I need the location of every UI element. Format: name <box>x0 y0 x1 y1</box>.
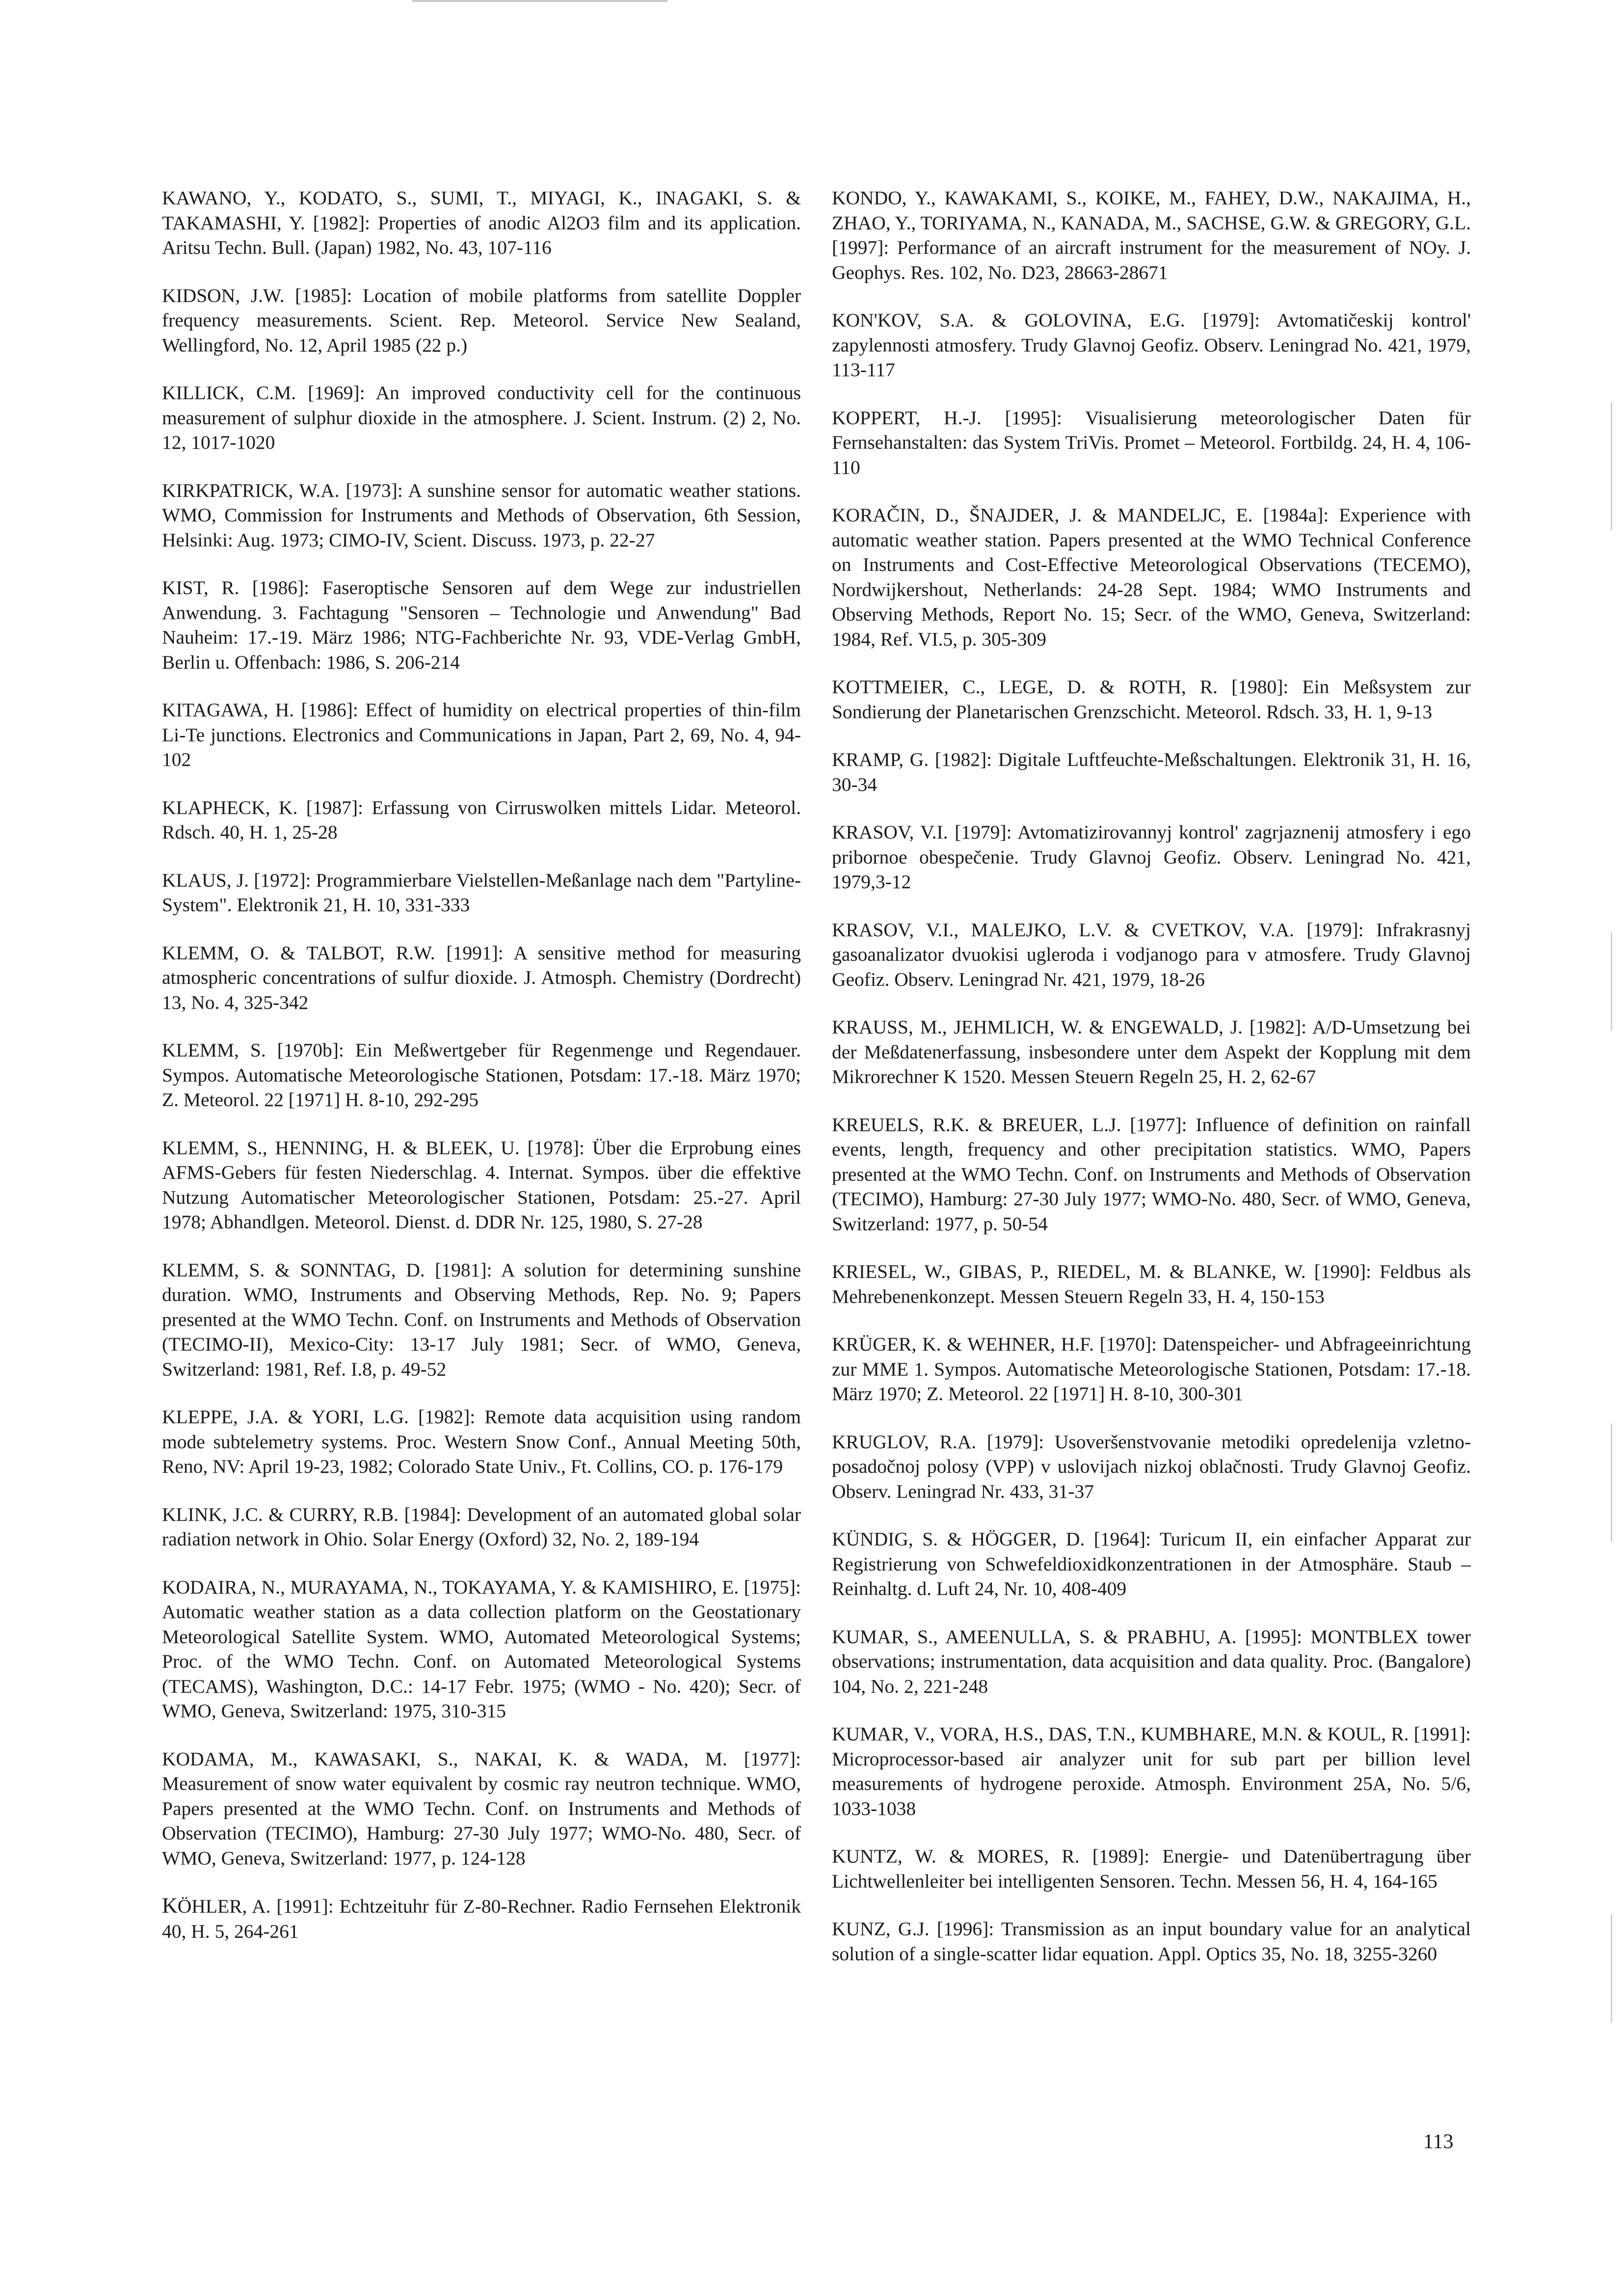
reference-entry: KAWANO, Y., KODATO, S., SUMI, T., MIYAGI, K., INAGAKI, S. & TAKAMASHI, Y. [1982]: Properties of anodic Al2O3 film and its application. Aritsu Techn. Bull. (Japan) 1982, No. 43, 107-116 <box>162 187 801 258</box>
reference-entry: KIST, R. [1986]: Faseroptische Sensoren auf dem Wege zur industriellen Anwendung. 3. Fachtagung "Sensoren – Technologie und Anwendung" Bad Nauheim: 17.-19. März 1986; NTG-Fachberichte Nr. 93, VDE-Verlag GmbH, Berlin u. Offenbach: 1986, S. 206-214 <box>162 577 801 673</box>
reference-entry: KLINK, J.C. & CURRY, R.B. [1984]: Development of an automated global solar radiation network in Ohio. Solar Energy (Oxford) 32, No. 2, 189-194 <box>162 1503 801 1550</box>
reference-entry: KOTTMEIER, C., LEGE, D. & ROTH, R. [1980]: Ein Meßsystem zur Sondierung der Planetarischen Grenzschicht. Meteorol. Rdsch. 33, H. 1, 9-13 <box>832 676 1471 723</box>
reference-entry: KÜNDIG, S. & HÖGGER, D. [1964]: Turicum II, ein einfacher Apparat zur Registrierung von Schwefeldioxidkonzentrationen in der Atmosphäre. Staub – Reinhaltg. d. Luft 24, Nr. 10, 408-409 <box>832 1528 1471 1599</box>
reference-entry: KONDO, Y., KAWAKAMI, S., KOIKE, M., FAHEY, D.W., NAKAJIMA, H., ZHAO, Y., TORIYAMA, N., KANADA, M., SACHSE, G.W. & GREGORY, G.L. [1997]: Performance of an aircraft instrument for the measurement of NOy. J. Geophys. Res. 102, No. D23, 28663-28671 <box>832 187 1471 283</box>
bibliography-column-right <box>832 186 1471 1989</box>
scan-margin-mark <box>1611 1424 1612 1541</box>
scan-top-rule <box>412 0 667 2</box>
reference-entry: KITAGAWA, H. [1986]: Effect of humidity on electrical properties of thin-film Li-Te junctions. Electronics and Communications in Japan, Part 2, 69, No. 4, 94-102 <box>162 699 801 770</box>
reference-entry: KODAIRA, N., MURAYAMA, N., TOKAYAMA, Y. & KAMISHIRO, E. [1975]: Automatic weather station as a data collection platform on the Geostationary Meteorological Satellite System. WMO, Automated Meteorological Systems; Proc. of the WMO Techn. Conf. on Automated Meteorological Systems (TECAMS), Washington, D.C.: 14-17 Febr. 1975; (WMO - No. 420); Secr. of WMO, Geneva, Switzerland: 1975, 310-315 <box>162 1576 801 1722</box>
reference-entry: KLEMM, S. & SONNTAG, D. [1981]: A solution for determining sunshine duration. WMO, Instruments and Observing Methods, Rep. No. 9; Papers presented at the WMO Techn. Conf. on Instruments and Methods of Observation (TECIMO-II), Mexico-City: 13-17 July 1981; Secr. of WMO, Geneva, Switzerland: 1981, Ref. I.8, p. 49-52 <box>162 1259 801 1380</box>
reference-entry: KIDSON, J.W. [1985]: Location of mobile platforms from satellite Doppler frequency measurements. Scient. Rep. Meteorol. Service New Sealand, Wellingford, No. 12, April 1985 (22 p.) <box>162 284 801 356</box>
reference-entry: KON'KOV, S.A. & GOLOVINA, E.G. [1979]: Avtomatičeskij kontrol' zapylennosti atmosfery. Trudy Glavnoj Geofiz. Observ. Leningrad No. 421, 1979, 113-117 <box>832 309 1471 380</box>
reference-entry: KUMAR, V., VORA, H.S., DAS, T.N., KUMBHARE, M.N. & KOUL, R. [1991]: Microprocessor-based air analyzer unit for sub part per billion level measurements of hydrogene peroxide. Atmosph. Environment 25A, No. 5/6, 1033-1038 <box>832 1723 1471 1819</box>
reference-entry: KORAČIN, D., ŠNAJDER, J. & MANDELJC, E. [1984a]: Experience with automatic weather station. Papers presented at the WMO Technical Conference on Instruments and Cost-Effective Meteorological Observations (TECEMO), Nordwijkershout, Netherlands: 24-28 Sept. 1984; WMO Instruments and Observing Methods, Report No. 15; Secr. of the WMO, Geneva, Switzerland: 1984, Ref. VI.5, p. 305-309 <box>832 504 1471 650</box>
reference-entry: KRÜGER, K. & WEHNER, H.F. [1970]: Datenspeicher- und Abfrageeinrichtung zur MME 1. Sympos. Automatische Meteorologische Stationen, Potsdam: 17.-18. März 1970; Z. Meteorol. 22 [1971] H. 8-10, 300-301 <box>832 1333 1471 1405</box>
reference-entry: KRIESEL, W., GIBAS, P., RIEDEL, M. & BLANKE, W. [1990]: Feldbus als Mehrebenenkonzept. Messen Steuern Regeln 33, H. 4, 150-153 <box>832 1261 1471 1307</box>
reference-entry: KRAMP, G. [1982]: Digitale Luftfeuchte-Meßschaltungen. Elektronik 31, H. 16, 30-34 <box>832 749 1471 795</box>
reference-entry: KRAUSS, M., JEHMLICH, W. & ENGEWALD, J. [1982]: A/D-Umsetzung bei der Meßdatenerfassung, insbesondere unter dem Aspekt der Kopplung mit dem Mikrorechner K 1520. Messen Steuern Regeln 25, H. 2, 62-67 <box>832 1016 1471 1087</box>
page-number: 113 <box>1423 2131 1454 2153</box>
reference-entry: KLEMM, O. & TALBOT, R.W. [1991]: A sensitive method for measuring atmospheric concentrations of sulfur dioxide. J. Atmosph. Chemistry (Dordrecht) 13, No. 4, 325-342 <box>162 942 801 1013</box>
reference-entry: KREUELS, R.K. & BREUER, L.J. [1977]: Influence of definition on rainfall events, length, frequency and other precipitation statistics. WMO, Papers presented at the WMO Techn. Conf. on Instruments and Methods of Observation (TECIMO), Hamburg: 27-30 July 1977; WMO-No. 480, Secr. of WMO, Geneva, Switzerland: 1977, p. 50-54 <box>832 1113 1471 1235</box>
reference-entry: KUNZ, G.J. [1996]: Transmission as an input boundary value for an analytical solution of a single-scatter lidar equation. Appl. Optics 35, No. 18, 3255-3260 <box>832 1918 1471 1965</box>
reference-entry: KILLICK, C.M. [1969]: An improved conductivity cell for the continuous measurement of sulphur dioxide in the atmosphere. J. Scient. Instrum. (2) 2, No. 12, 1017-1020 <box>162 382 801 453</box>
scan-margin-mark <box>1611 1915 1612 2023</box>
reference-entry: KLEMM, S. [1970b]: Ein Meßwertgeber für Regenmenge und Regendauer. Sympos. Automatische Meteorologische Stationen, Potsdam: 17.-18. März 1970; Z. Meteorol. 22 [1971] H. 8-10, 292-295 <box>162 1039 801 1110</box>
scan-margin-mark <box>1611 403 1612 530</box>
reference-entry: KOPPERT, H.-J. [1995]: Visualisierung meteorologischer Daten für Fernsehanstalten: das System TriVis. Promet – Meteorol. Fortbildg. 24, H. 4, 106-110 <box>832 406 1471 478</box>
reference-entry: KRUGLOV, R.A. [1979]: Usoveršenstvovanie metodiki opredelenija vzletno-posadočnoj polosy (VPP) v uslovijach nizkoj oblačnosti. Trudy Glavnoj Geofiz. Observ. Leningrad Nr. 433, 31-37 <box>832 1431 1471 1502</box>
reference-entry: KODAMA, M., KAWASAKI, S., NAKAI, K. & WADA, M. [1977]: Measurement of snow water equivalent by cosmic ray neutron technique. WMO, Papers presented at the WMO Techn. Conf. on Instruments and Methods of Observation (TECIMO), Hamburg: 27-30 July 1977; WMO-No. 480, Secr. of WMO, Geneva, Switzerland: 1977, p. 124-128 <box>162 1748 801 1869</box>
reference-entry: KÖHLER, A. [1991]: Echtzeituhr für Z-80-Rechner. Radio Fernsehen Elektronik 40, H. 5, 264-261 <box>162 1893 801 1942</box>
reference-entry: KUMAR, S., AMEENULLA, S. & PRABHU, A. [1995]: MONTBLEX tower observations; instrumentation, data acquisition and data quality. Proc. (Bangalore) 104, No. 2, 221-248 <box>832 1625 1471 1697</box>
reference-entry: KUNTZ, W. & MORES, R. [1989]: Energie- und Datenübertragung über Lichtwellenleiter bei intelligenten Sensoren. Techn. Messen 56, H. 4, 164-165 <box>832 1845 1471 1892</box>
bibliography-column-left <box>162 186 801 1967</box>
reference-entry: KLAPHECK, K. [1987]: Erfassung von Cirruswolken mittels Lidar. Meteorol. Rdsch. 40, H. 1, 25-28 <box>162 796 801 843</box>
reference-entry: KRASOV, V.I., MALEJKO, L.V. & CVETKOV, V.A. [1979]: Infrakrasnyj gasoanalizator dvuokisi ugleroda i vodjanogo para v atmosfere. Trudy Glavnoj Geofiz. Observ. Leningrad Nr. 421, 1979, 18-26 <box>832 918 1471 990</box>
reference-entry: KIRKPATRICK, W.A. [1973]: A sunshine sensor for automatic weather stations. WMO, Commission for Instruments and Methods of Observation, 6th Session, Helsinki: Aug. 1973; CIMO-IV, Scient. Discuss. 1973, p. 22-27 <box>162 479 801 551</box>
reference-entry: KLEMM, S., HENNING, H. & BLEEK, U. [1978]: Über die Erprobung eines AFMS-Gebers für festen Niederschlag. 4. Internat. Sympos. über die effektive Nutzung Automatischer Meteorologischer Stationen, Potsdam: 25.-27. April 1978; Abhandlgen. Meteorol. Dienst. d. DDR Nr. 125, 1980, S. 27-28 <box>162 1136 801 1233</box>
reference-entry: KLEPPE, J.A. & YORI, L.G. [1982]: Remote data acquisition using random mode subtelemetry systems. Proc. Western Snow Conf., Annual Meeting 50th, Reno, NV: April 19-23, 1982; Colorado State Univ., Ft. Collins, CO. p. 176-179 <box>162 1406 801 1477</box>
scan-margin-mark <box>1611 933 1612 1031</box>
reference-entry: KLAUS, J. [1972]: Programmierbare Vielstellen-Meßanlage nach dem "Partyline-System". Elektronik 21, H. 10, 331-333 <box>162 869 801 916</box>
reference-entry: KRASOV, V.I. [1979]: Avtomatizirovannyj kontrol' zagrjaznenij atmosfery i ego pribornoe obespečenie. Trudy Glavnoj Geofiz. Observ. Leningrad No. 421, 1979,3-12 <box>832 821 1471 892</box>
